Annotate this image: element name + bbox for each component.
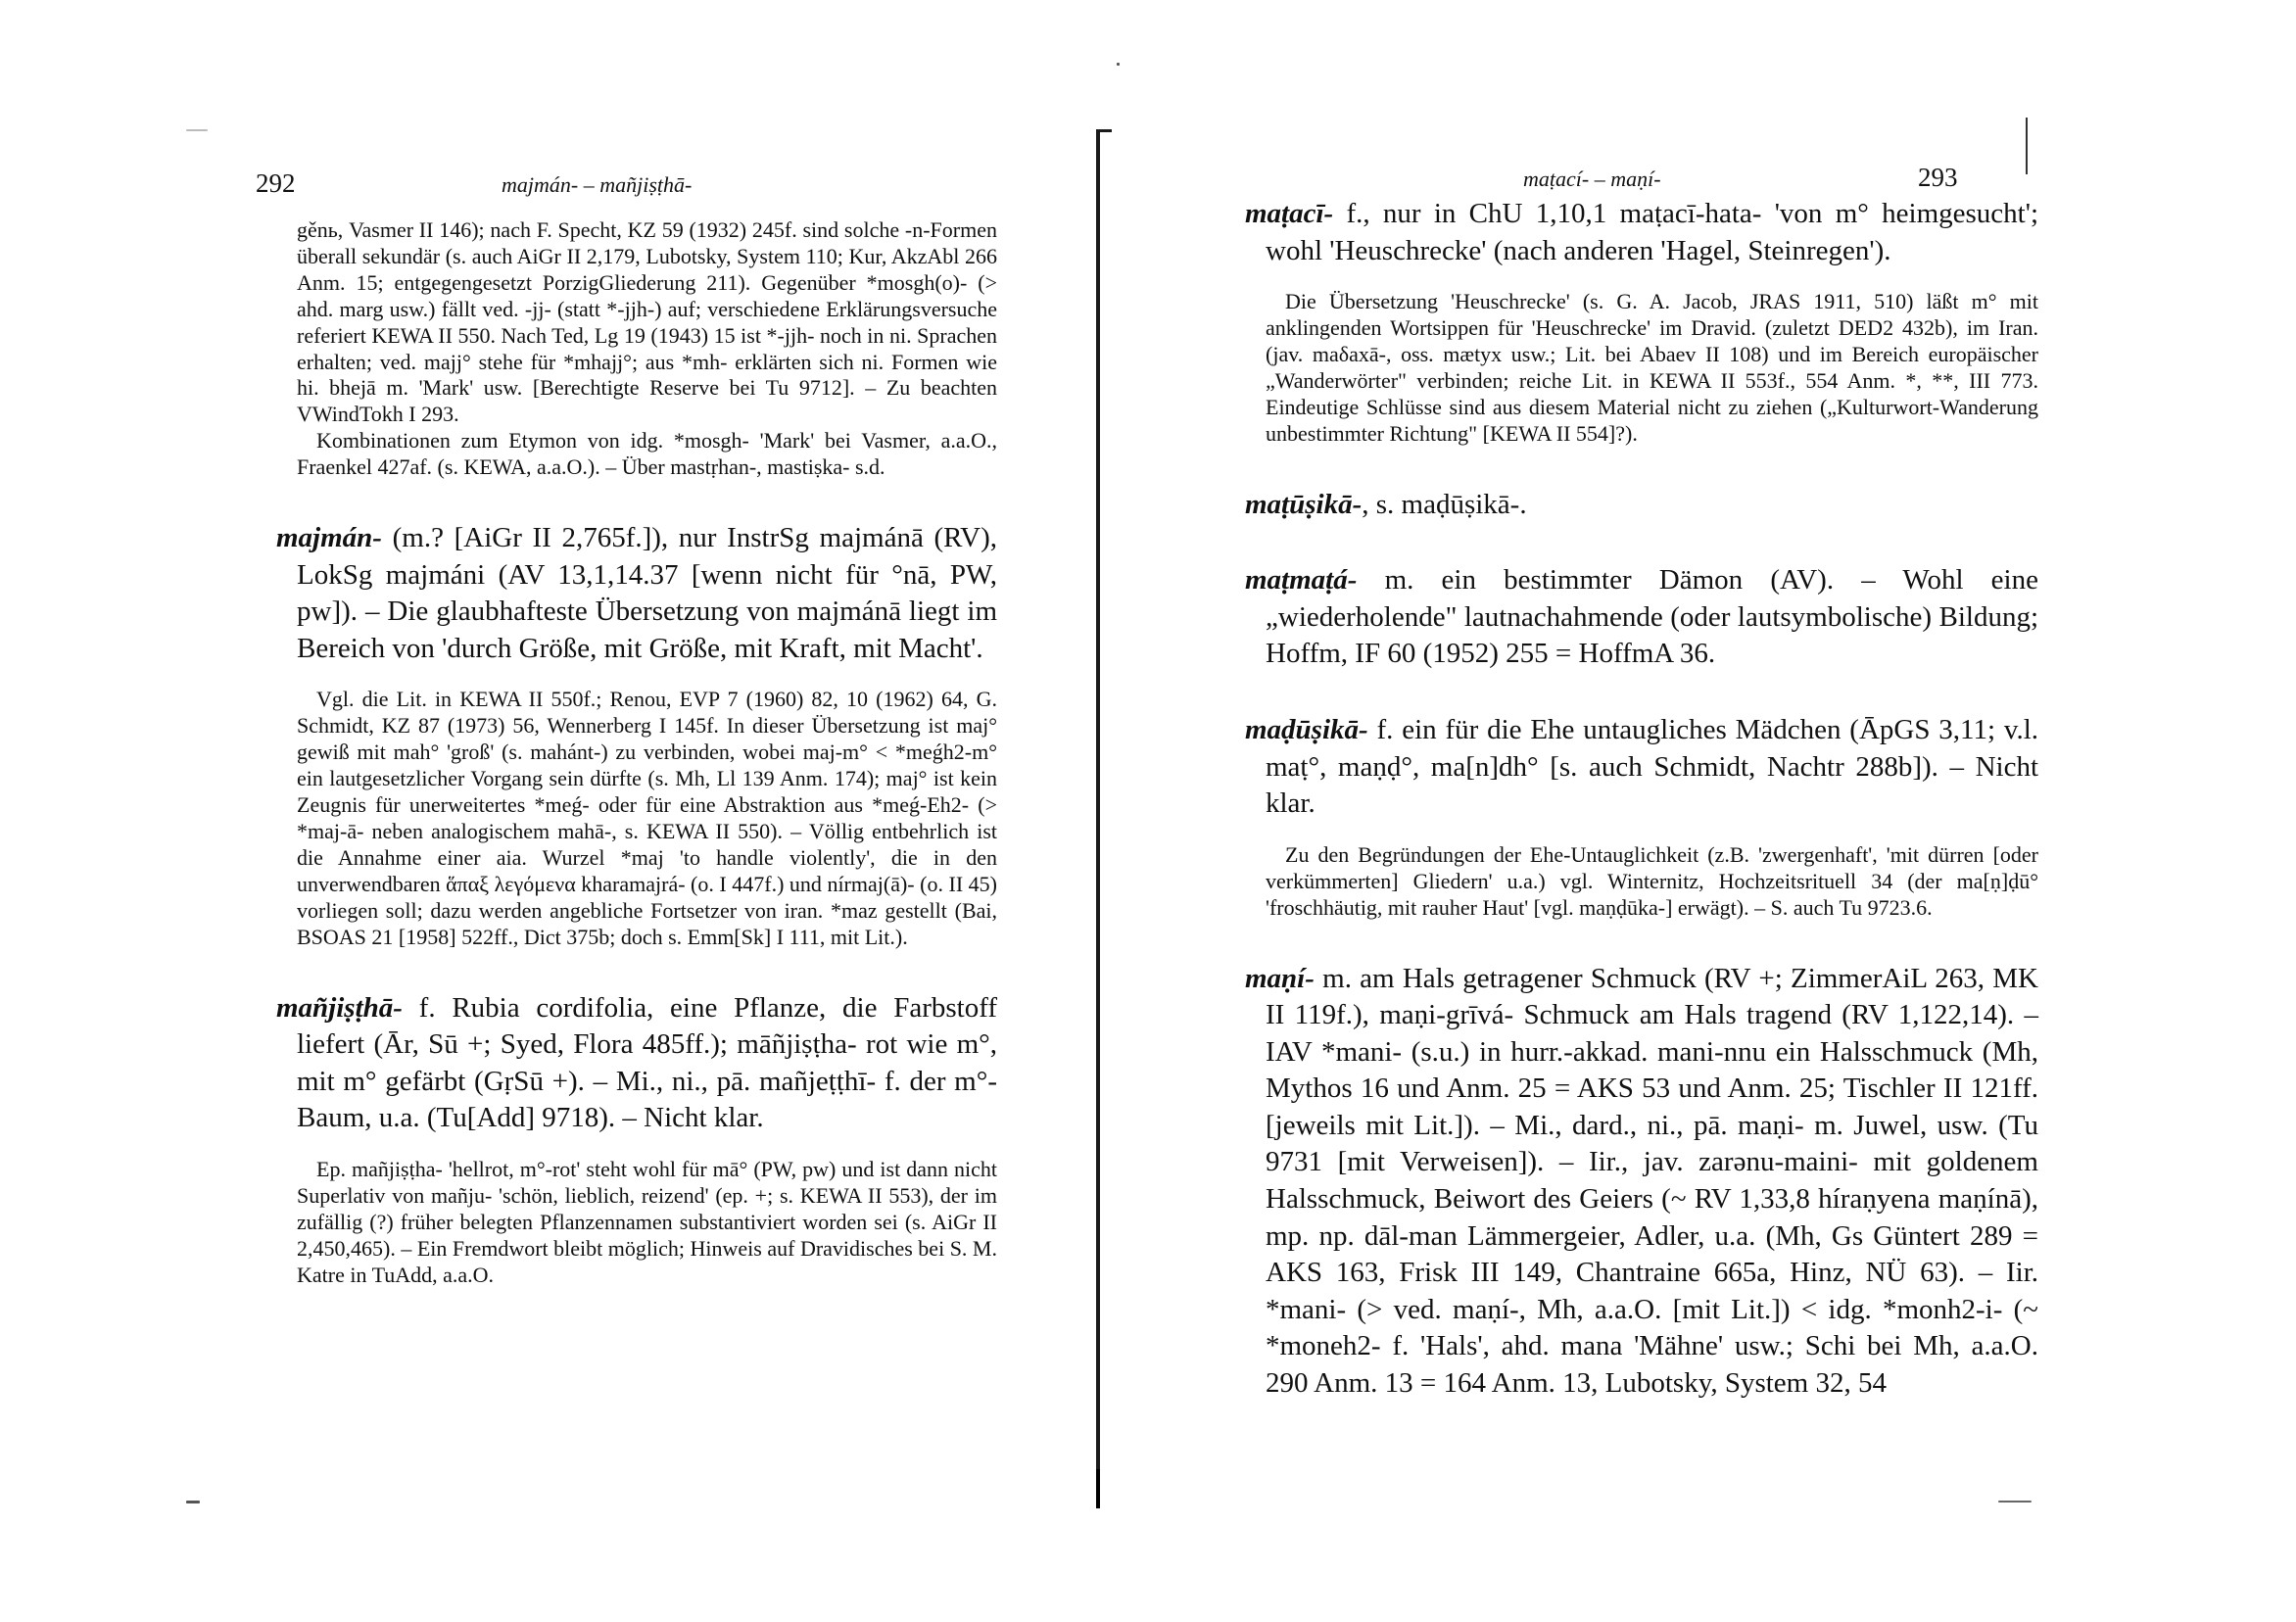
entry-main xyxy=(276,520,997,667)
entry-headword: maḍūṣikā- xyxy=(1245,714,1368,745)
running-head: majmán- – mañjiṣṭhā- xyxy=(502,172,693,197)
continuation-paragraph: Kombinationen zum Etymon von idg. *mosgh- 'Mark' bei Vasmer, a.a.O., Fraenkel 427af. (s. KEWA, a.a.O.). – Über mastṛhan-, mastiṣka- s.d. xyxy=(297,428,997,480)
entry-headword: majmán- xyxy=(276,522,382,554)
entry-definition: m. am Hals getragener Schmuck (RV +; ZimmerAiL 263, MK II 119f.), maṇi-grīvá- Schmuck am Hals tragend (RV 1,122,14). – IAV *mani- (s.u.) in hurr.-akkad. mani-nnu ein Halsschmuck (Mh, Mythos 16 und Anm. 25 = AKS 53 und Anm. 25; Tischler II 121ff. [jeweils mit Lit.]). – Mi., dard., ni., pā. maṇi- m. Juwel, usw. (Tu 9731 [mit Verweisen]). – Iir., jav. zarənu-maini- mit goldenem Halsschmuck, Beiwort des Geiers (~ RV 1,33,8 híraṇyena maṇínā), mp. np. dāl-man Lämmergeier, Adler, u.a. (Mh, Gs Güntert 289 = AKS 163, Frisk III 149, Chantraine 665a, Hinz, NÜ 63). – Iir. *mani- (> ved. maṇí-, Mh, a.a.O. [mit Lit.]) < idg. *monh2-i- (~ *moneh2- f. 'Hals', ahd. mana 'Mähne' usw.; Schi bei Mh, a.a.O. 290 Anm. 13 = 164 Anm. 13, Lubotsky, System 32, 54 xyxy=(1266,962,2038,1400)
entry-headword: maṇí- xyxy=(1245,962,1315,994)
right-page xyxy=(1102,0,2296,1622)
left-column xyxy=(276,217,997,1288)
entry-note: Vgl. die Lit. in KEWA II 550f.; Renou, EVP 7 (1960) 82, 10 (1962) 64, G. Schmidt, KZ 87 (1973) 56, Wennerberg I 145f. In dieser Übersetzung ist maj° gewiß mit mah° 'groß' (s. mahánt-) zu verbinden, wobei maj-m° < *meǵh2-m° ein lautgesetzlicher Vorgang sein dürfte (s. Mh, Ll 139 Anm. 174); maj° ist kein Zeugnis für unerweitertes *meǵ- oder für eine Abstraktion aus *meǵ-Eh2- (> *maj-ā- neben analogischem mahā-, s. KEWA II 550). – Völlig entbehrlich ist die Annahme einer aia. Wurzel *maj 'to handle violently', die in den unverwendbaren ἅπαξ λεγόμενα kharamajrá- (o. I 447f.) und nírmaj(ā)- (o. II 45) vorliegen soll; dazu werden angebliche Fortsetzer von iran. *maz gestellt (Bai, BSOAS 21 [1958] 522ff., Dict 375b; doch s. Emm[Sk] I 111, mit Lit.). xyxy=(297,687,997,949)
entry-definition: m. ein bestimmter Dämon (AV). – Wohl eine „wiederholende" lautnachahmende (oder lautsymbolische) Bildung; Hoffm, IF 60 (1952) 255 = HoffmA 36. xyxy=(1266,564,2038,670)
continuation-paragraph: gěnь, Vasmer II 146); nach F. Specht, KZ 59 (1932) 245f. sind solche -n-Formen überall sekundär (s. auch AiGr II 2,179, Lubotsky, System 110; Kur, AkzAbl 266 Anm. 15; entgegengesetzt PorzigGliederung 211). Gegenüber *mosgh(o)- (> ahd. marg usw.) fällt ved. -jj- (statt *-jjh-) auf; verschiedene Erklärungsversuche referiert KEWA II 550. Nach Ted, Lg 19 (1943) 15 ist *-jjh- noch in ni. Sprachen erhalten; ved. majj° stehe für *mhajj°; aus *mh- erklärten sich ni. Formen wie hi. bhejā m. 'Mark' usw. [Berechtigte Reserve bei Tu 9712]. – Zu beachten VWindTokh I 293. xyxy=(297,217,997,427)
entry-headword: maṭacī- xyxy=(1245,198,1334,229)
entry-definition: , s. maḍūṣikā-. xyxy=(1362,488,1527,520)
entry-main xyxy=(276,990,997,1137)
entry-main xyxy=(1245,712,2038,823)
entry-main xyxy=(1245,562,2038,673)
entry-main xyxy=(1245,961,2038,1403)
entry-headword: maṭmaṭá- xyxy=(1245,564,1358,596)
right-column xyxy=(1245,196,2038,1403)
left-page xyxy=(0,0,1097,1622)
entry-definition: f. ein für die Ehe untaugliches Mädchen (ĀpGS 3,11; v.l. maṭ°, maṇḍ°, ma[n]dh° [s. auch Schmidt, Nachtr 288b]). – Nicht klar. xyxy=(1266,714,2038,820)
entry-note: Ep. mañjiṣṭha- 'hellrot, m°-rot' steht wohl für mā° (PW, pw) und ist dann nicht Superlativ von mañju- 'schön, lieblich, reizend' (ep. +; s. KEWA II 553), der im zufällig (?) früher belegten Pflanzennamen substantiviert worden sei (s. AiGr II 2,450,465). – Ein Fremdwort bleibt möglich; Hinweis auf Dravidisches bei S. M. Katre in TuAdd, a.a.O. xyxy=(297,1156,997,1287)
entry-note: Zu den Begründungen der Ehe-Untauglichkeit (z.B. 'zwergenhaft', 'mit dürren [oder verkümmerten] Gliedern' u.a.) vgl. Winternitz, Hochzeitsrituell 34 (der ma[ṇ]ḍū° 'froschhäutig, mit rauher Haut' [vgl. maṇḍūka-] erwägt). – S. auch Tu 9723.6. xyxy=(1266,841,2038,920)
entry-definition: f., nur in ChU 1,10,1 maṭacī-hata- 'von m° heimgesucht'; wohl 'Heuschrecke' (nach anderen 'Hagel, Steinregen'). xyxy=(1266,198,2038,266)
page-number: 293 xyxy=(1918,163,1958,192)
entry-definition: f. Rubia cordifolia, eine Pflanze, die Farbstoff liefert (Ār, Sū +; Syed, Flora 485ff.); māñjiṣṭha- rot wie m°, mit m° gefärbt (GṛSū +). – Mi., ni., pā. mañjeṭṭhī- f. der m°-Baum, u.a. (Tu[Add] 9718). – Nicht klar. xyxy=(297,991,997,1134)
entry-main xyxy=(1245,196,2038,269)
entry-headword: maṭūṣikā- xyxy=(1245,488,1363,520)
entry-definition: (m.? [AiGr II 2,765f.]), nur InstrSg majmánā (RV), LokSg majmáni (AV 13,1,14.37 [wenn nicht für °nā, PW, pw]). – Die glaubhafteste Übersetzung von majmánā liegt im Bereich von 'durch Größe, mit Größe, mit Kraft, mit Macht'. xyxy=(297,522,997,664)
entry-note: Die Übersetzung 'Heuschrecke' (s. G. A. Jacob, JRAS 1911, 510) läßt m° mit anklingenden Wortsippen für 'Heuschrecke' im Dravid. (zuletzt DED2 432b), im Iran. (jav. maδaxā-, oss. mætyx usw.; Lit. bei Abaev II 108) und im Bereich europäischer „Wanderwörter" verbinden; reiche Lit. in KEWA II 553f., 554 Anm. *, **, III 773. Eindeutige Schlüsse sind aus diesem Material nicht zu ziehen („Kulturwort-Wanderung unbestimmter Richtung" [KEWA II 554]?). xyxy=(1266,289,2038,446)
running-head: maṭací- – maṇí- xyxy=(1523,167,1661,191)
page-number: 292 xyxy=(256,168,296,198)
entry-main xyxy=(1245,487,2038,524)
entry-headword: mañjiṣṭhā- xyxy=(276,991,403,1024)
